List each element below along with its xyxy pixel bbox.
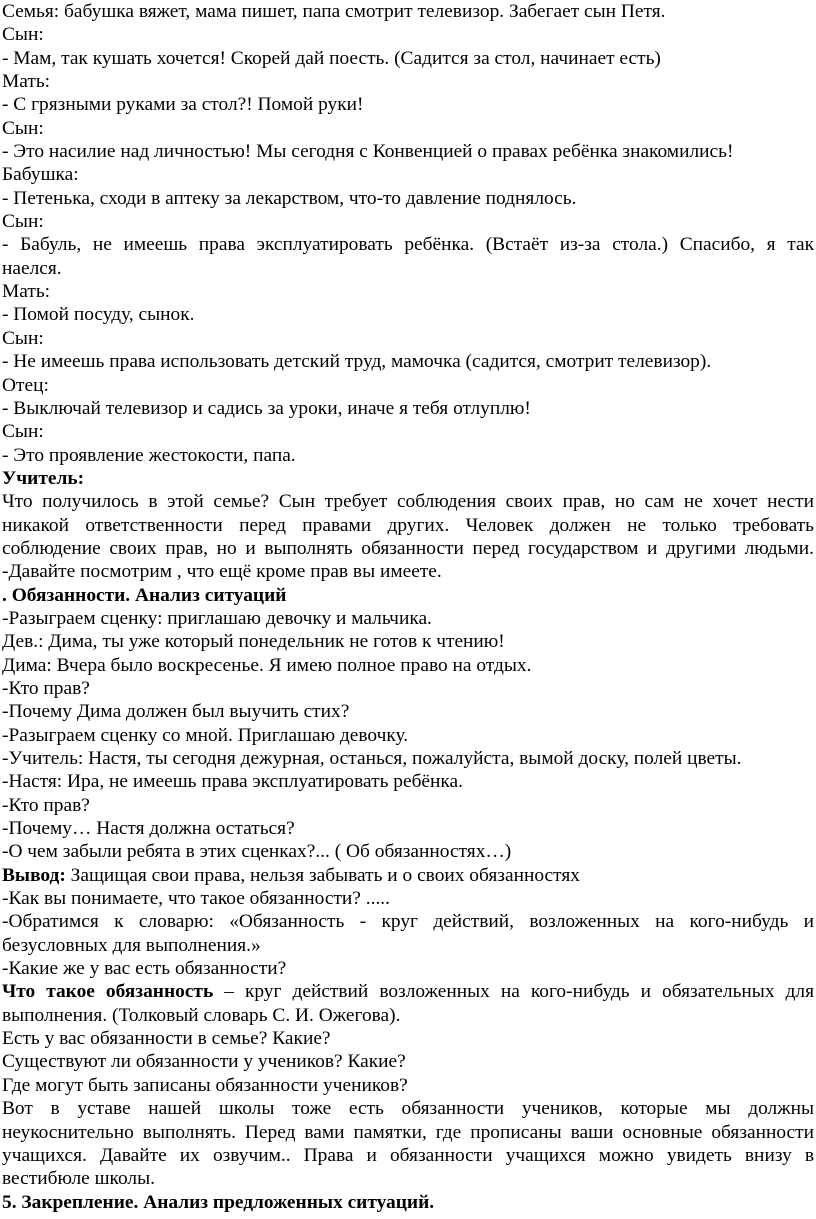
line-text: Сын:: [2, 421, 44, 443]
line-text: - Бабуль, не имеешь права эксплуатировать ребёнка. (Встаёт из-за стола.) Спасибо, я так: [2, 234, 814, 256]
line-text: -Учитель: Настя, ты сегодня дежурная, останься, пожалуйста, вымой доску, полей цветы.: [2, 748, 742, 769]
text-line: [2, 444, 814, 467]
line-text: -Разыграем сценку: приглашаю девочку и мальчика.: [2, 607, 432, 629]
text-line: [2, 817, 814, 840]
line-text: - Это проявление жестокости, папа.: [2, 444, 296, 466]
text-line: [2, 1004, 814, 1027]
line-text: выполнения. (Толковый словарь С. И. Ожегова).: [2, 1004, 401, 1026]
text-line: [2, 980, 814, 1003]
text-line: [2, 187, 814, 210]
text-line: [2, 887, 814, 910]
line-text: – круг действий возложенных на кого-нибудь и обязательных для: [213, 981, 814, 1003]
line-text: неукоснительно выполнять. Перед вами памятки, где прописаны ваши основные обязанности: [2, 1121, 814, 1143]
text-line: [2, 257, 814, 280]
text-line: [2, 864, 814, 887]
text-line: [2, 374, 814, 397]
text-line: [2, 560, 814, 583]
text-line: [2, 233, 814, 256]
line-text: Дев.: Дима, ты уже который понедельник не готов к чтению!: [2, 631, 505, 653]
line-text: -Обратимся к словарю: «Обязанность - круг действий, возложенных на кого-нибудь и: [2, 911, 814, 933]
text-line: [2, 607, 814, 630]
text-line: [2, 327, 814, 350]
text-line: [2, 47, 814, 70]
text-line: [2, 934, 814, 957]
text-line: [2, 420, 814, 443]
bold-text: . Обязанности. Анализ ситуаций: [2, 584, 287, 606]
line-text: Что получилось в этой семье? Сын требует соблюдения своих прав, но сам не хочет нести: [2, 491, 814, 513]
line-text: Защищая свои права, нельзя забывать и о своих обязанностях: [65, 864, 580, 886]
text-line: [2, 70, 814, 93]
text-line: [2, 1097, 814, 1120]
line-text: -Настя: Ира, не имеешь права эксплуатировать ребёнка.: [2, 771, 463, 793]
line-text: Где могут быть записаны обязанности учеников?: [2, 1074, 408, 1096]
line-text: -Почему Дима должен был выучить стих?: [2, 701, 350, 723]
line-text: -Кто прав?: [2, 794, 90, 816]
line-text: никакой ответственности перед правами других. Человек должен не только требовать: [2, 514, 814, 536]
text-line: [2, 514, 814, 537]
text-line: [2, 1027, 814, 1050]
text-line: [2, 794, 814, 817]
text-line: [2, 654, 814, 677]
line-text: Существуют ли обязанности у учеников? Какие?: [2, 1051, 406, 1073]
line-text: -Давайте посмотрим , что ещё кроме прав вы имеете.: [2, 561, 442, 583]
text-line: [2, 0, 814, 23]
line-text: Есть у вас обязанности в семье? Какие?: [2, 1028, 331, 1050]
line-text: -Как вы понимаете, что такое обязанности? .....: [2, 888, 390, 910]
text-line: [2, 1074, 814, 1097]
text-line: [2, 23, 814, 46]
line-text: -О чем забыли ребята в этих сценках?... ( Об обязанностях…): [2, 841, 512, 863]
text-line: [2, 163, 814, 186]
line-text: - Мам, так кушать хочется! Скорей дай поесть. (Садится за стол, начинает есть): [2, 47, 661, 69]
text-line: [2, 1191, 814, 1214]
text-line: [2, 93, 814, 116]
line-text: Семья: бабушка вяжет, мама пишет, папа смотрит телевизор. Забегает сын Петя.: [2, 1, 666, 22]
text-line: [2, 537, 814, 560]
text-line: [2, 397, 814, 420]
line-text: - Не имеешь права использовать детский труд, мамочка (садится, смотрит телевизор).: [2, 351, 712, 373]
line-text: -Почему… Настя должна остаться?: [2, 818, 295, 840]
line-text: -Кто прав?: [2, 677, 90, 699]
line-text: -Разыграем сценку со мной. Приглашаю девочку.: [2, 724, 409, 746]
text-line: [2, 467, 814, 490]
text-line: [2, 303, 814, 326]
text-line: [2, 280, 814, 303]
line-text: Мать:: [2, 71, 51, 93]
line-text: Сын:: [2, 117, 44, 139]
bold-text: 5. Закрепление. Анализ предложенных ситуаций.: [2, 1191, 435, 1213]
line-text: Сын:: [2, 211, 44, 233]
line-text: Бабушка:: [2, 164, 79, 186]
line-text: учащихся. Давайте их озвучим.. Права и обязанности учащихся можно увидеть внизу в: [2, 1144, 814, 1166]
bold-text: Учитель:: [2, 467, 85, 489]
line-text: Дима: Вчера было воскресенье. Я имею полное право на отдых.: [2, 654, 532, 676]
text-line: [2, 1144, 814, 1167]
line-text: - С грязными руками за стол?! Помой руки!: [2, 94, 364, 116]
line-text: -Какие же у вас есть обязанности?: [2, 958, 287, 980]
text-line: [2, 140, 814, 163]
text-line: [2, 1121, 814, 1144]
text-line: [2, 630, 814, 653]
line-text: вестибюле школы.: [2, 1168, 155, 1190]
text-line: [2, 210, 814, 233]
line-text: Вот в уставе нашей школы тоже есть обязанности учеников, которые мы должны: [2, 1098, 814, 1120]
text-line: [2, 1050, 814, 1073]
text-line: [2, 724, 814, 747]
text-line: [2, 584, 814, 607]
line-text: Мать:: [2, 281, 51, 303]
text-line: [2, 910, 814, 933]
text-line: [2, 770, 814, 793]
text-line: [2, 117, 814, 140]
line-text: - Выключай телевизор и садись за уроки, иначе я тебя отлуплю!: [2, 397, 531, 419]
text-line: [2, 1167, 814, 1190]
bold-text: Что такое обязанность: [2, 981, 214, 1003]
line-text: Отец:: [2, 374, 49, 396]
text-line: [2, 350, 814, 373]
line-text: безусловных для выполнения.»: [2, 934, 261, 956]
text-line: [2, 677, 814, 700]
line-text: - Это насилие над личностью! Мы сегодня с Конвенцией о правах ребёнка знакомились!: [2, 141, 734, 163]
text-line: [2, 490, 814, 513]
line-text: соблюдение своих прав, но и выполнять обязанности перед государством и другими людьми.: [2, 537, 814, 559]
line-text: наелся.: [2, 257, 62, 279]
text-line: [2, 747, 814, 770]
line-text: Сын:: [2, 327, 44, 349]
bold-text: Вывод:: [2, 864, 66, 886]
text-line: [2, 840, 814, 863]
line-text: - Помой посуду, сынок.: [2, 304, 195, 326]
line-text: - Петенька, сходи в аптеку за лекарством, что-то давление поднялось.: [2, 187, 577, 209]
line-text: Сын:: [2, 24, 44, 46]
text-line: [2, 700, 814, 723]
text-line: [2, 957, 814, 980]
